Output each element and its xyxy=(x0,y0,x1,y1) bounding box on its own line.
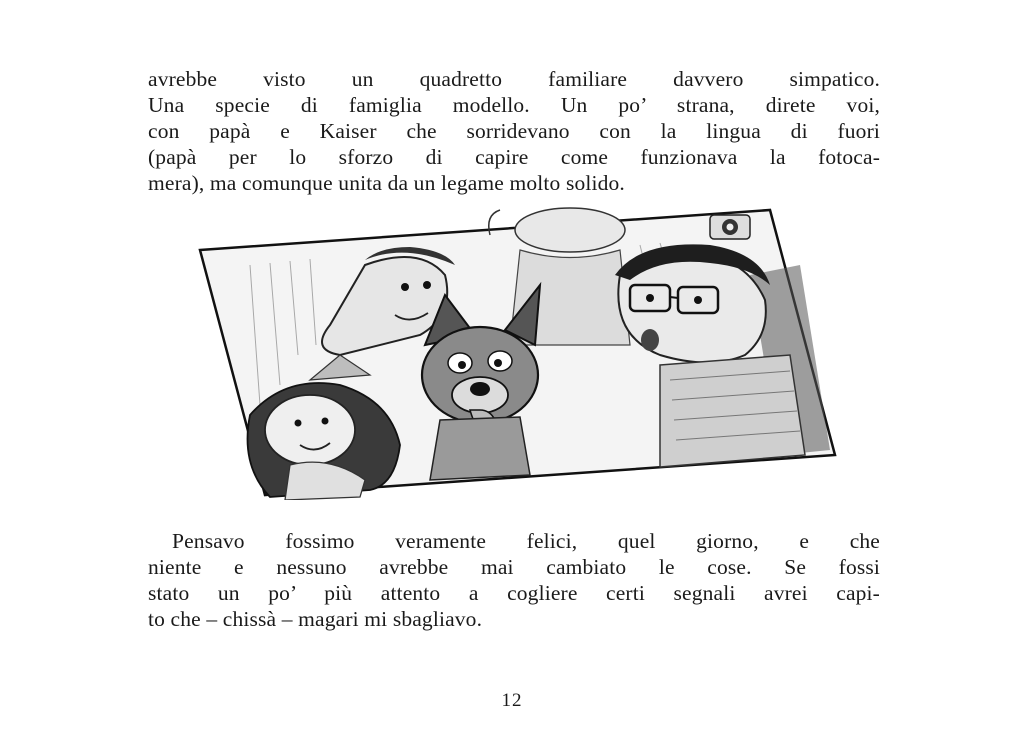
text-line: avrebbe visto un quadretto familiare davvero simpatico. xyxy=(148,67,880,91)
text-line: stato un po’ più attento a cogliere certi segnali avrei capi- xyxy=(148,581,880,605)
text-line: Una specie di famiglia modello. Un po’ strana, direte voi, xyxy=(148,93,880,117)
text-line: con papà e Kaiser che sorridevano con la lingua di fuori xyxy=(148,119,880,143)
camera-icon xyxy=(710,215,750,239)
paragraph-top xyxy=(148,66,880,196)
family-photo-illustration xyxy=(190,205,840,500)
text-line: niente e nessuno avrebbe mai cambiato le cose. Se fossi xyxy=(148,555,880,579)
text-line: Pensavo fossimo veramente felici, quel giorno, e che xyxy=(172,529,880,553)
text-line: to che – chissà – magari mi sbagliavo. xyxy=(148,607,483,631)
text-line: (papà per lo sforzo di capire come funzionava la fotoca- xyxy=(148,145,880,169)
page-number: 12 xyxy=(501,690,523,711)
paragraph-bottom xyxy=(148,528,880,632)
text-line: mera), ma comunque unita da un legame molto solido. xyxy=(148,171,625,195)
